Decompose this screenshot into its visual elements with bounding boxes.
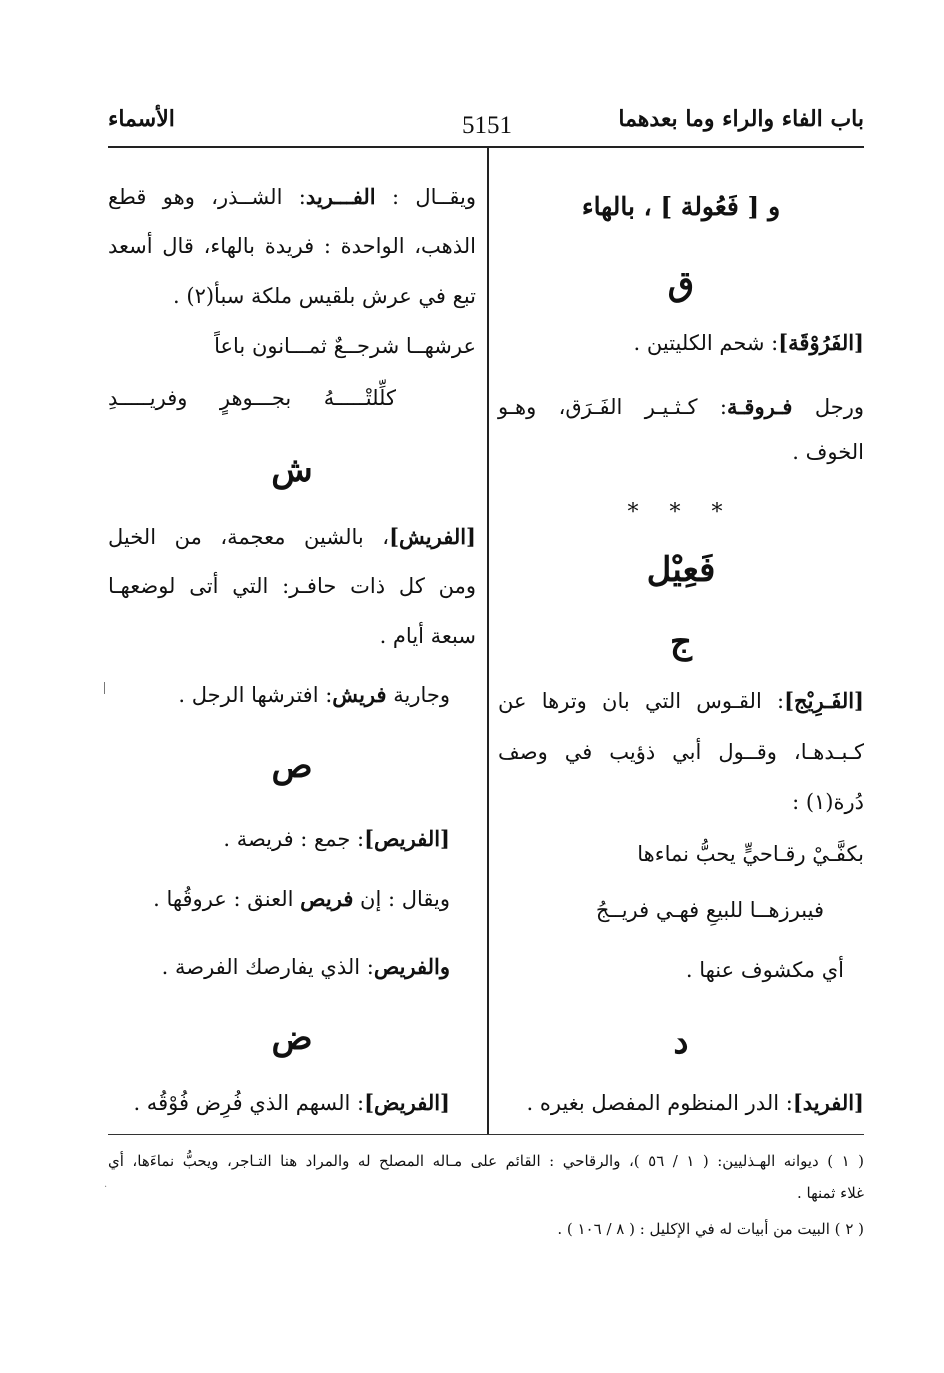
footnote-rule — [108, 1134, 864, 1135]
header-rule — [108, 146, 864, 148]
entry-fareesh — [108, 524, 476, 549]
section-separator: * * * — [627, 500, 735, 525]
lead-text: ورجل — [814, 395, 864, 419]
definition: : كـثـيـر الفَـرَق، وهـو — [498, 395, 727, 419]
lead-text: وجارية — [393, 683, 450, 707]
entry-jariya-fareesh — [178, 682, 450, 707]
verse-line: فيبرزهــا للبيعِ فهـي فريــجُ — [595, 898, 824, 922]
letter-heading-dal: د — [673, 1022, 689, 1062]
headword: والفريص — [373, 954, 450, 979]
definition-continued: تبع في عرش بلقيس ملكة سبأ(٢) . — [173, 284, 476, 308]
definition: : الدر المنظوم المفصل بغيره . — [526, 1091, 793, 1115]
entry-fareesd-forsa — [162, 954, 450, 979]
definition-continued: سبعة أيام . — [379, 624, 476, 648]
entry-rajul-farouqa — [498, 394, 864, 419]
verse-line: كلِّلتْـــــهُ بجـــوهرٍ وفريـــــدِ — [108, 386, 396, 410]
headword: [الفَرُوْقَة] — [778, 330, 864, 355]
headword: فـروقـة — [727, 394, 793, 419]
definition-continued: الذهب، الواحدة : فريدة بالهاء، قال أسعد — [108, 234, 476, 258]
headword: فريش — [332, 682, 387, 707]
headword: [الفريض] — [364, 1090, 450, 1115]
footnote-1: ( ١ ) ديوانه الهـذليين: ( ١ / ٥٦ )، والرقاحي : القائم على مـاله المصلح له والمراد هنا التـاجر، ويحبُّ نماءَها، أي — [108, 1152, 864, 1170]
definition: : افترشها الرجل . — [178, 683, 333, 707]
pattern-faeel-heading: فَعِيْل — [646, 550, 716, 590]
entry-fareesd — [223, 826, 450, 851]
definition: : القـوس التي بان وترها عن — [498, 689, 785, 713]
definition: : شحم الكليتين . — [633, 331, 779, 355]
definition-continued: دُرة(١) : — [792, 790, 864, 814]
entry-fareed-shadhar — [108, 184, 476, 209]
definition: : جمع : فريصة . — [223, 827, 365, 851]
headword: [الفريص] — [364, 826, 450, 851]
verse-gloss: أي مكشوف عنها . — [685, 958, 844, 982]
chapter-title: باب الفاء والراء وما بعدهما — [618, 106, 864, 132]
definition: : الذي يفارصك الفرصة . — [161, 955, 374, 979]
footnote-2: ( ٢ ) البيت من أبيات له في الإكليل : ( ٨ / ١٠٦ ) . — [557, 1220, 864, 1238]
definition: ، بالشين معجمة، من الخيل — [108, 525, 390, 549]
definition-continued: كـبـدهـا، وقــول أبي ذؤيب في وصف — [498, 740, 864, 764]
pattern-heading: و [ فَعُولة ] ، بالهاء — [581, 192, 781, 221]
letter-heading-sad: ص — [271, 746, 313, 786]
definition: : الشــذر، وهو قطع — [108, 185, 306, 209]
entry-fareed — [526, 1090, 864, 1115]
footnote-1-continued: غلاء ثمنها . — [796, 1184, 864, 1202]
margin-dot: · — [104, 1182, 108, 1193]
definition-continued: الخوف . — [792, 440, 864, 464]
definition-continued: ومن كل ذات حافـر: التي أتى لوضعهـا — [108, 574, 476, 598]
headword: [الفريش] — [389, 524, 476, 549]
headword: فريص — [300, 886, 354, 911]
section-title: الأسماء — [108, 106, 175, 132]
margin-mark — [104, 682, 105, 694]
lead-text: ويقال : إن — [360, 887, 450, 911]
headword: [الفَـرِيْج] — [784, 688, 864, 713]
entry-farouqa — [634, 330, 864, 355]
headword: الفـــريد — [305, 184, 376, 209]
letter-heading-sheen: ش — [271, 450, 313, 490]
entry-fareesd-unq — [153, 886, 450, 911]
letter-heading-qaf: ق — [667, 264, 695, 304]
entry-fareed-sahm — [133, 1090, 450, 1115]
definition: العنق : عروقُها . — [153, 887, 294, 911]
letter-heading-jeem: ج — [670, 622, 692, 662]
verse-line: بكفَّـيْ رقـاحيٍّ يحبُّ نماءها — [637, 842, 864, 866]
page-number: 5151 — [462, 112, 512, 139]
column-divider — [487, 148, 489, 1134]
lead-text: ويقــال : — [392, 185, 476, 209]
verse-line: عرشهــا شرجــعٌ ثمـــانون باعاً — [214, 334, 476, 358]
entry-fareej — [498, 688, 864, 713]
headword: [الفريد] — [792, 1090, 864, 1115]
definition: : السهم الذي فُرِض فُوْقُه . — [133, 1091, 365, 1115]
letter-heading-dad: ض — [271, 1018, 313, 1058]
